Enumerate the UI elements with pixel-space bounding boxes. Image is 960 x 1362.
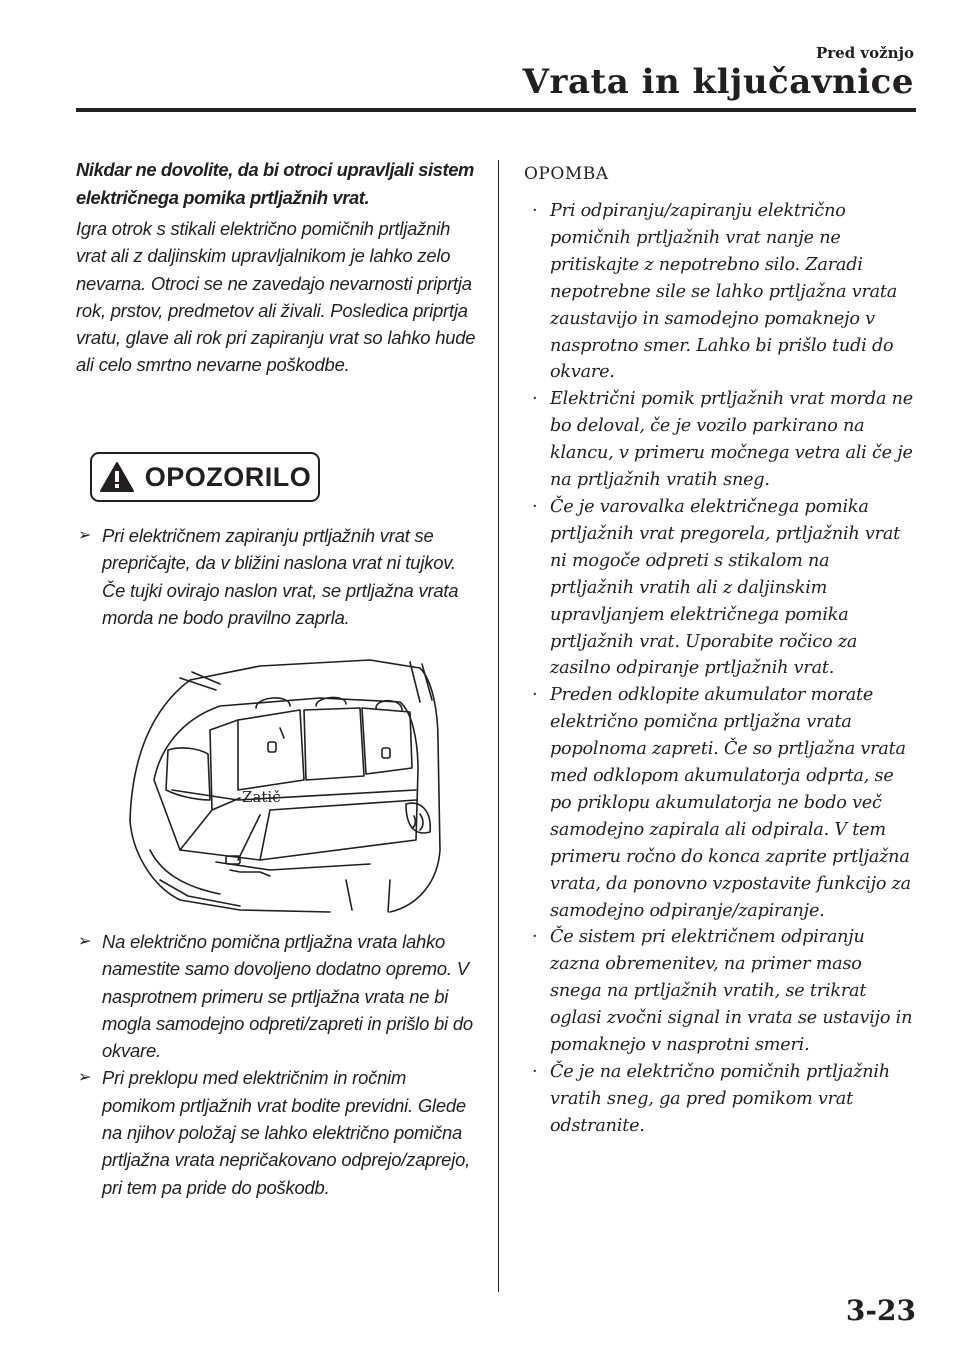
opozorilo-box	[90, 452, 320, 502]
bullet-text: Pri preklopu med električnim in ročnim pomikom prtljažnih vrat bodite previdni. Glede na njihov položaj se lahko električno pomična prtljažna vrata nepričakovano odprejo/zaprejo, pri tem pa pride do poškodb.	[102, 1067, 471, 1198]
warning-triangle-icon	[99, 461, 135, 493]
dot-bullet-icon: ·	[532, 496, 538, 517]
bullet-text: Pri električnem zapiranju prtljažnih vrat se prepričajte, da v bližini naslona vrat ni tujkov. Če tujki ovirajo naslon vrat, se prtljažna vrata morda ne bodo pravilno zaprla.	[102, 525, 459, 628]
note-item	[524, 386, 916, 494]
note-item	[524, 1059, 916, 1140]
column-divider	[498, 160, 499, 1292]
right-column	[524, 160, 916, 1140]
note-item	[524, 924, 916, 1059]
page-header-title: Vrata in ključavnice	[522, 62, 914, 102]
note-text: Če je na električno pomičnih prtljažnih vratih sneg, ga pred pomikom vrat odstranite.	[550, 1062, 890, 1136]
note-text: Preden odklopite akumulator morate električno pomična prtljažna vrata popolnoma zapreti. Če so prtljažna vrata med odklopom akumulatorja odprta, se po priklopu akumulatorja ne bodo več samodejno zapirala ali odpirala. V tem primeru ročno do konca zaprite prtljažna vrata, da ponovno vzpostavite funkcijo za samodejno odpiranje/zapiranje.	[550, 685, 911, 921]
page-number: 3-23	[845, 1294, 916, 1327]
dot-bullet-icon: ·	[532, 927, 538, 948]
dot-bullet-icon: ·	[532, 685, 538, 706]
bullet-text: Na električno pomična prtljažna vrata lahko namestite samo dovoljeno dodatno opremo. V nasprotnem primeru se prtljažna vrata ne bi mogla samodejno odpreti/zapreti in prišlo bi do okvare.	[102, 931, 473, 1062]
note-item	[524, 198, 916, 386]
note-text: Če sistem pri električnem odpiranju zazna obremenitev, na primer maso snega na prtljažnih vratih, se trikrat oglasi zvočni signal in vrata se ustavijo in pomaknejo v nasprotni smeri.	[550, 927, 913, 1056]
figure-label: Zatič	[242, 788, 281, 806]
arrow-bullet-icon: ➢	[78, 527, 92, 544]
header-rule	[76, 108, 916, 112]
note-text: Električni pomik prtljažnih vrat morda ne bo deloval, če je vozilo parkirano na klancu, v primeru močnega vetra ali če je na prtljažnih vratih sneg.	[550, 389, 914, 491]
bullet-item	[76, 522, 476, 631]
note-item	[524, 682, 916, 924]
page-header-section: Pred vožnjo	[815, 44, 914, 62]
trunk-illustration	[120, 650, 442, 918]
bullet-item	[76, 1064, 476, 1200]
note-text: Če je varovalka električnega pomika prtljažnih vrat pregorela, prtljažnih vrat ni mogoče odpreti s stikalom na prtljažnih vratih ali z daljinskim upravljanjem električnega pomika prtljažnih vrat. Uporabite ročico za zasilno odpiranje prtljažnih vrat.	[550, 496, 901, 679]
bullets-bottom	[76, 928, 476, 1201]
note-title: OPOMBA	[524, 164, 609, 184]
opozorilo-label: OPOZORILO	[144, 461, 312, 492]
dot-bullet-icon: ·	[532, 389, 538, 410]
bullet-item	[76, 928, 476, 1064]
note-item	[524, 494, 916, 682]
note-text: Pri odpiranju/zapiranju električno pomičnih prtljažnih vrat nanje ne pritiskajte z nepotrebno silo. Zaradi nepotrebne sile se lahko prtljažna vrata zaustavijo in samodejno pomaknejo v nasprotno smer. Lahko bi prišlo tudi do okvare.	[550, 201, 898, 383]
note-list	[524, 198, 916, 1140]
dot-bullet-icon: ·	[532, 1062, 538, 1082]
dot-bullet-icon: ·	[532, 201, 538, 221]
warning-body-text: Igra otrok s stikali električno pomičnih prtljažnih vrat ali z daljinskim upravljalnikom je lahko zelo nevarna. Otroci se ne zavedajo nevarnosti priprtja rok, prstov, predmetov ali živali. Posledica priprtja vratu, glave ali rok pri zapiranju vrat so lahko hude ali celo smrtno nevarne poškodbe.	[76, 218, 476, 376]
arrow-bullet-icon: ➢	[78, 933, 92, 950]
bullets-top	[76, 522, 476, 631]
warning-bold-text: Nikdar ne dovolite, da bi otroci upravljali sistem električnega pomika prtljažnih vrat.	[76, 159, 474, 208]
arrow-bullet-icon: ➢	[78, 1069, 92, 1087]
left-column	[76, 156, 476, 379]
